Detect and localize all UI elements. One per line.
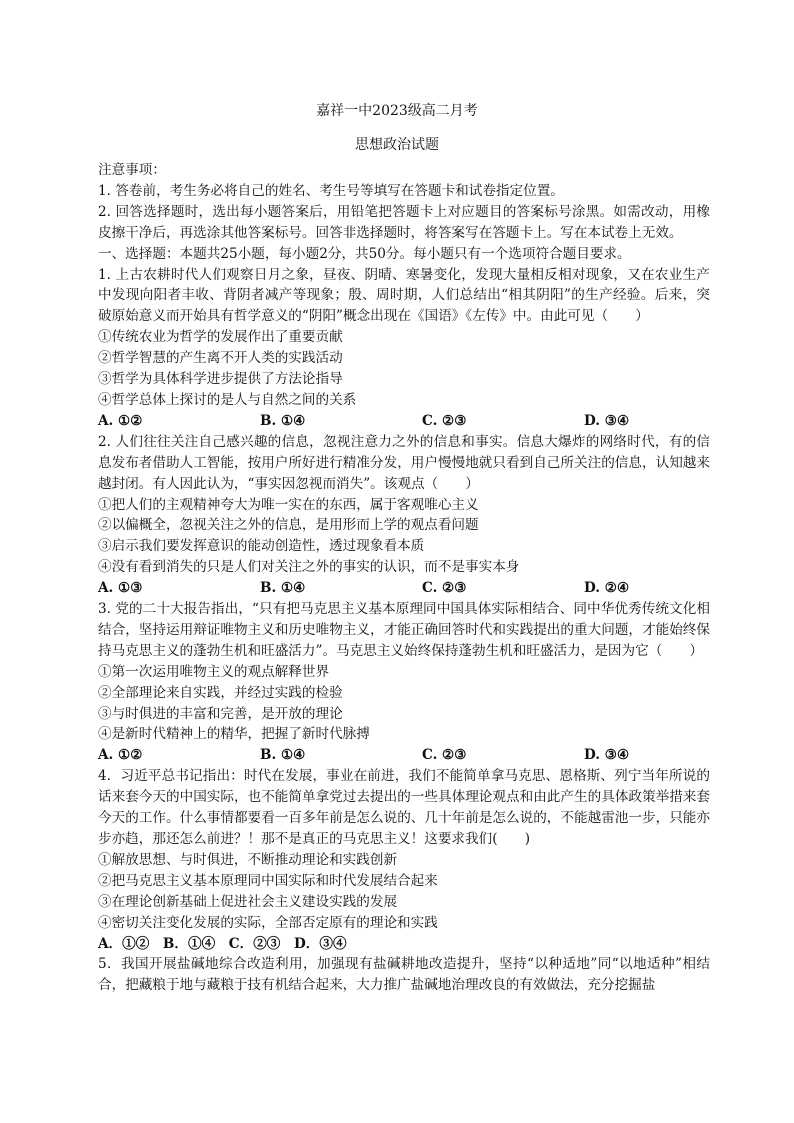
q3-statement-3: ③与时俱进的丰富和完善，是开放的理论 (98, 705, 343, 722)
q2-option-b: B. ①④ (260, 580, 306, 597)
q4-options: A．①② B．①④ C．②③ D．③④ (98, 935, 347, 952)
q3-options (98, 745, 710, 766)
q3-option-a: A. ①② (98, 747, 143, 764)
q4-statement-2: ②把马克思主义基本原理同中国实际和时代发展结合起来 (98, 872, 438, 889)
notes-heading: 注意事项： (98, 162, 166, 178)
exam-subtitle: 思想政治试题 (355, 137, 439, 153)
q2-option-d: D. ②④ (584, 580, 630, 597)
q1-statement-3: ③哲学为具体科学进步提供了方法论指导 (98, 371, 343, 388)
q3-statement-2: ②全部理论来自实践，并经过实践的检验 (98, 684, 343, 701)
question-1-stem: 1. 上古农耕时代人们观察日月之象，昼夜、阴晴、寒暑变化，发现大量相反相对现象，又在农业生产中发现向阳者丰收、背阴者减产等现象；殷、周时期，人们总结出“相其阴阳”的生产经验。后来，突破原始意义而开始具有哲学意义的“阴阳”概念出现在《国语》《左传》中。由此可见（ ） (98, 266, 710, 325)
exam-title: 嘉祥一中2023级高二月考 (316, 103, 478, 119)
q3-statement-1: ①第一次运用唯物主义的观点解释世界 (98, 663, 330, 680)
q2-statement-2: ②以偏概全，忽视关注之外的信息，是用形而上学的观点看问题 (98, 517, 479, 534)
q1-option-a: A. ①② (98, 412, 143, 429)
q2-option-c: C. ②③ (422, 580, 467, 597)
q1-statement-1: ①传统农业为哲学的发展作出了重要贡献 (98, 329, 343, 346)
q2-statement-4: ④没有看到消失的只是人们对关注之外的事实的认识，而不是事实本身 (98, 559, 520, 576)
q1-statement-2: ②哲学智慧的产生离不开人类的实践活动 (98, 350, 343, 367)
q1-option-b: B. ①④ (260, 412, 306, 429)
q3-statement-4: ④是新时代精神上的精华，把握了新时代脉搏 (98, 726, 370, 743)
q4-statement-3: ③在理论创新基础上促进社会主义建设实践的发展 (98, 893, 398, 910)
q2-statement-3: ③启示我们要发挥意识的能动创造性，透过现象看本质 (98, 538, 425, 555)
q4-statement-4: ④密切关注变化发展的实际，全部否定原有的理论和实践 (98, 914, 438, 931)
q2-option-a: A. ①③ (98, 580, 143, 597)
question-3-stem: 3. 党的二十大报告指出，“只有把马克思主义基本原理同中国具体实际相结合、同中华优秀传统文化相结合，坚持运用辩证唯物主义和历史唯物主义，才能正确回答时代和实践提出的重大问题，才能始终保持马克思主义的蓬勃生机和旺盛活力”。马克思主义始终保持蓬勃生机和旺盛活力，是因为它（ ） (98, 601, 710, 659)
q2-statement-1: ①把人们的主观精神夸大为唯一实在的东西，属于客观唯心主义 (98, 496, 479, 513)
q1-statement-4: ④哲学总体上探讨的是人与自然之间的关系 (98, 391, 357, 408)
q1-options (98, 411, 710, 432)
q1-option-d: D. ③④ (584, 412, 630, 429)
section-heading: 一、选择题：本题共25小题，每小题2分，共50分。每小题只有一个选项符合题目要求。 (98, 245, 631, 262)
question-2-stem: 2. 人们往往关注自己感兴趣的信息，忽视注意力之外的信息和事实。信息大爆炸的网络时代，有的信息发布者借助人工智能，按用户所好进行精准分发，用户慢慢地就只看到自己所关注的信息，认知越来越封闭。有人因此认为，“事实因忽视而消失”。该观点（ ） (98, 433, 710, 492)
note-1: 1. 答卷前，考生务必将自己的姓名、考生号等填写在答题卡和试卷指定位置。 (98, 182, 564, 199)
exam-body (98, 160, 710, 996)
question-5-stem: 5．我国开展盐碱地综合改造利用，加强现有盐碱耕地改造提升，坚持“以种适地”同“以地适种”相结合，把藏粮于地与藏粮于技有机结合起来，大力推广盐碱地治理改良的有效做法，充分挖掘盐 (98, 956, 710, 994)
q3-option-c: C. ②③ (422, 747, 467, 764)
question-4-stem: 4．习近平总书记指出：时代在发展，事业在前进，我们不能简单拿马克思、恩格斯、列宁当年所说的话来套今天的中国实际，也不能简单拿党过去提出的一些具体理论观点和由此产生的具体政策举措来套今天的工作。什么事情都要看一百多年前是怎么说的、几十年前是怎么说的，不能越雷池一步，只能亦步亦趋，那还怎么前进？！那不是真正的马克思主义！这要求我们( ) (98, 768, 710, 847)
q3-option-d: D. ③④ (584, 747, 630, 764)
q3-option-b: B. ①④ (260, 747, 306, 764)
q1-option-c: C. ②③ (422, 412, 467, 429)
q4-statement-1: ①解放思想、与时俱进，不断推动理论和实践创新 (98, 851, 398, 868)
note-2: 2. 回答选择题时，选出每小题答案后，用铅笔把答题卡上对应题目的答案标号涂黑。如需改动，用橡皮擦干净后，再选涂其他答案标号。回答非选择题时，将答案写在答题卡上。写在本试卷上无效。 (98, 203, 710, 241)
q2-options (98, 578, 710, 599)
